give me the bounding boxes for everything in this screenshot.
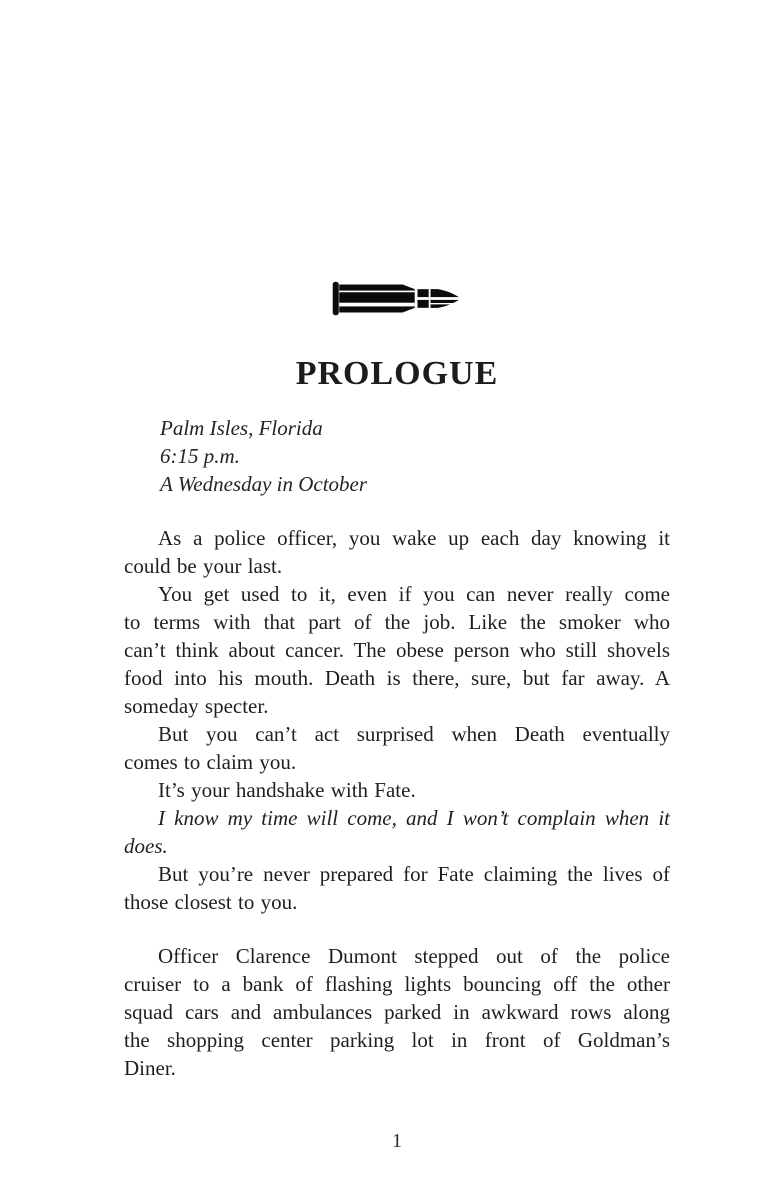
- dateline-location: Palm Isles, Florida: [160, 416, 323, 440]
- paragraph: [124, 804, 670, 860]
- text-line: those closest to you.: [124, 890, 298, 914]
- text-line: Diner.: [124, 1056, 176, 1080]
- paragraph: [124, 860, 670, 916]
- paragraph: [124, 776, 670, 804]
- paragraph: [124, 942, 670, 1082]
- text-line: could be your last.: [124, 554, 283, 578]
- body-text: [124, 524, 670, 1082]
- text-line: squad cars and ambulances parked in awkward rows along: [124, 1000, 670, 1024]
- page-number: 1: [392, 1130, 402, 1152]
- text-line: You get used to it, even if you can never really come: [158, 582, 670, 606]
- text-line: comes to claim you.: [124, 750, 297, 774]
- text-line: food into his mouth. Death is there, sure, but far away. A: [124, 666, 670, 690]
- text-line: someday specter.: [124, 694, 269, 718]
- chapter-title: PROLOGUE: [295, 355, 499, 392]
- paragraph: [124, 580, 670, 720]
- text-line: Officer Clarence Dumont stepped out of the police: [158, 944, 670, 968]
- text-line: the shopping center parking lot in front of Goldman’s: [124, 1028, 670, 1052]
- text-line: But you’re never prepared for Fate claiming the lives of: [158, 862, 670, 886]
- chapter-ornament: [124, 278, 670, 322]
- dateline-day: A Wednesday in October: [160, 472, 368, 496]
- text-line: cruiser to a bank of flashing lights bouncing off the other: [124, 972, 670, 996]
- bullet-cartridge-icon: [331, 278, 463, 319]
- text-line: It’s your handshake with Fate.: [158, 778, 416, 802]
- paragraph: [124, 524, 670, 580]
- text-line: to terms with that part of the job. Like the smoker who: [124, 610, 670, 634]
- dateline-time: 6:15 p.m.: [160, 444, 240, 468]
- text-block: [124, 0, 670, 1082]
- text-line: But you can’t act surprised when Death eventually: [158, 722, 670, 746]
- text-line: I know my time will come, and I won’t complain when it does.: [124, 806, 670, 858]
- text-line: can’t think about cancer. The obese person who still shovels: [124, 638, 670, 662]
- scene-dateline: [160, 414, 670, 498]
- paragraph: [124, 720, 670, 776]
- text-line: As a police officer, you wake up each day knowing it: [158, 526, 670, 550]
